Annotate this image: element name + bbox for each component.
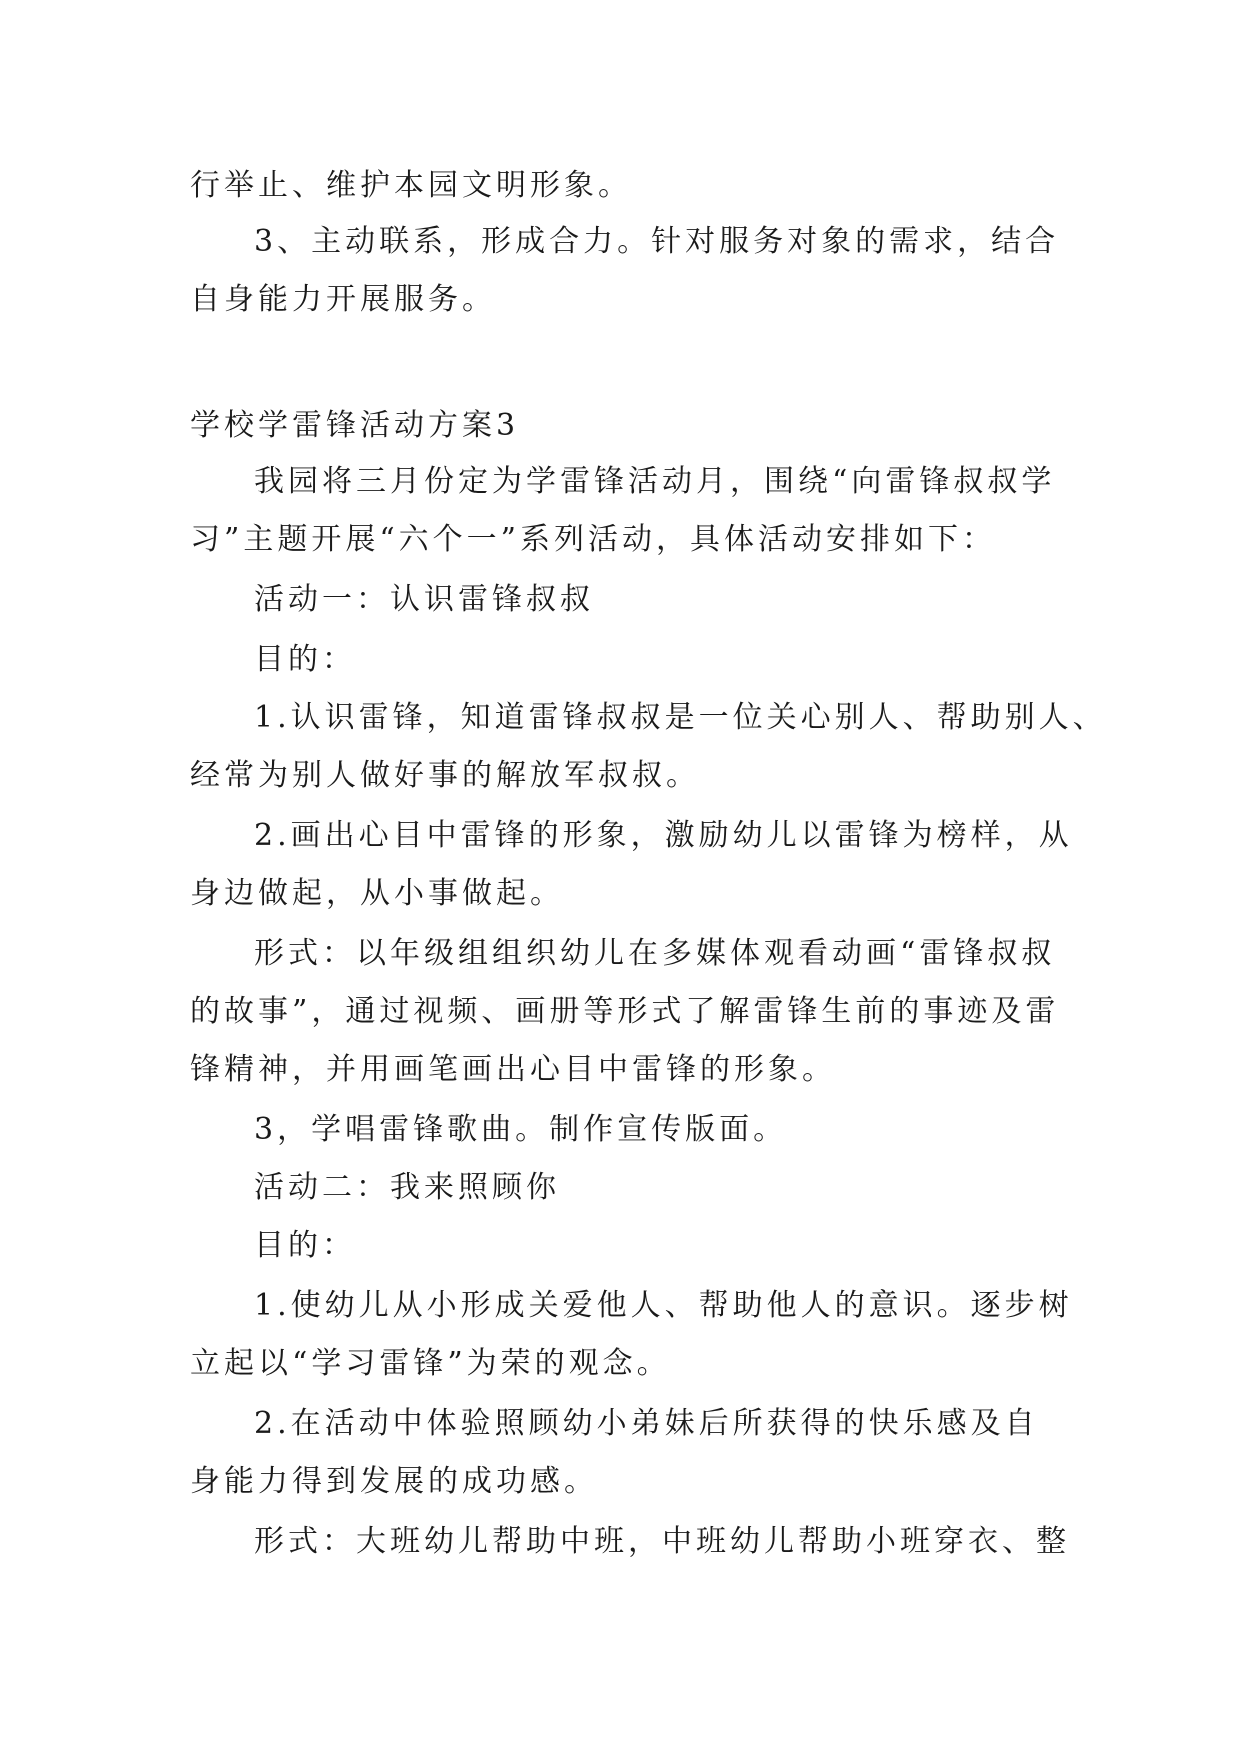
text-line: 锋精神，并用画笔画出心目中雷锋的形象。 [190, 1052, 836, 1087]
text-line: 立起以“学习雷锋”为荣的观念。 [190, 1346, 671, 1381]
section-heading: 学校学雷锋活动方案3 [190, 408, 520, 443]
text-line: 1.使幼儿从小形成关爱他人、帮助他人的意识。逐步树 [254, 1288, 1073, 1323]
text-line: 目的： [254, 642, 356, 677]
text-line: 习”主题开展“六个一”系列活动，具体活动安排如下： [190, 522, 997, 557]
text-line: 形式：以年级组组织幼儿在多媒体观看动画“雷锋叔叔 [254, 936, 1056, 971]
text-line: 2.在活动中体验照顾幼小弟妹后所获得的快乐感及自 [254, 1406, 1039, 1441]
text-line: 3、主动联系，形成合力。针对服务对象的需求，结合 [254, 224, 1060, 259]
text-line: 形式：大班幼儿帮助中班，中班幼儿帮助小班穿衣、整 [254, 1524, 1070, 1559]
text-line: 自身能力开展服务。 [190, 282, 496, 317]
text-line: 身边做起，从小事做起。 [190, 876, 564, 911]
text-line: 3，学唱雷锋歌曲。制作宣传版面。 [254, 1112, 788, 1147]
text-line: 我园将三月份定为学雷锋活动月，围绕“向雷锋叔叔学 [254, 464, 1056, 499]
text-line: 经常为别人做好事的解放军叔叔。 [190, 758, 700, 793]
text-line: 2.画出心目中雷锋的形象，激励幼儿以雷锋为榜样，从 [254, 818, 1073, 853]
text-line: 身能力得到发展的成功感。 [190, 1464, 598, 1499]
text-line: 1.认识雷锋，知道雷锋叔叔是一位关心别人、帮助别人、 [254, 700, 1107, 735]
activity-heading: 活动一：认识雷锋叔叔 [254, 582, 594, 617]
text-line: 目的： [254, 1228, 356, 1263]
text-line: 行举止、维护本园文明形象。 [190, 168, 632, 203]
activity-heading: 活动二：我来照顾你 [254, 1170, 560, 1205]
text-line: 的故事”，通过视频、画册等形式了解雷锋生前的事迹及雷 [190, 994, 1060, 1029]
